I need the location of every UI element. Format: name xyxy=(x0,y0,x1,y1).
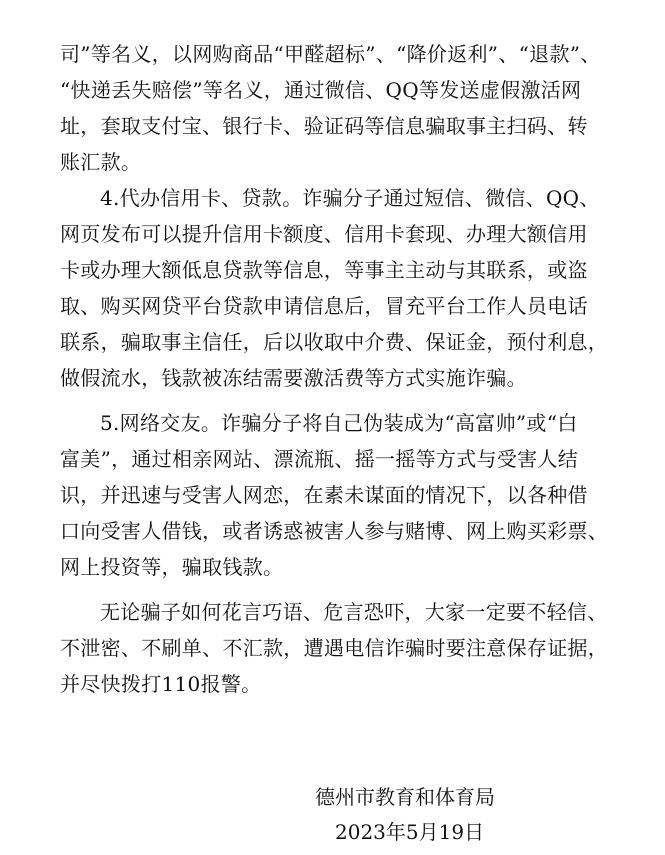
text-line: 取、购买网贷平台贷款申请信息后，冒充平台工作人员电话 xyxy=(60,294,588,318)
text-line: 不泄密、不刷单、不汇款，遭遇电信诈骗时要注意保存证据， xyxy=(60,636,609,660)
text-line: 富美”，通过相亲网站、漂流瓶、摇一摇等方式与受害人结 xyxy=(60,447,579,471)
text-line: 5.网络交友。诈骗分子将自己伪装成为“高富帅”或“白 xyxy=(100,411,578,435)
text-line: 识，并迅速与受害人网恋，在素未谋面的情况下，以各种借 xyxy=(60,483,588,507)
text-line: 网页发布可以提升信用卡额度、信用卡套现、办理大额信用 xyxy=(60,222,588,246)
text-line: 并尽快拨打110报警。 xyxy=(60,672,262,696)
text-line: 网上投资等，骗取钱款。 xyxy=(60,555,284,579)
text-line: 联系，骗取事主信任，后以收取中介费、保证金，预付利息， xyxy=(60,330,609,354)
text-line: 址，套取支付宝、银行卡、验证码等信息骗取事主扫码、转 xyxy=(60,114,588,138)
text-line: 口向受害人借钱，或者诱惑被害人参与赌博、网上购买彩票、 xyxy=(60,519,609,543)
text-line: 做假流水，钱款被冻结需要激活费等方式实施诈骗。 xyxy=(60,366,527,390)
text-line: 卡或办理大额低息贷款等信息，等事主主动与其联系，或盗 xyxy=(60,258,588,282)
issuing-organization: 德州市教育和体育局 xyxy=(315,785,495,809)
text-line: 无论骗子如何花言巧语、危言恐吓，大家一定要不轻信、 xyxy=(100,600,608,624)
text-line: 4.代办信用卡、贷款。诈骗分子通过短信、微信、QQ、 xyxy=(100,186,600,210)
text-line: “快递丢失赔偿”等名义，通过微信、QQ等发送虚假激活网 xyxy=(60,78,582,102)
text-line: 司”等名义，以网购商品“甲醛超标”、“降价返利”、“退款”、 xyxy=(60,42,601,66)
issue-date: 2023年5月19日 xyxy=(335,820,485,844)
text-line: 账汇款。 xyxy=(60,150,142,174)
